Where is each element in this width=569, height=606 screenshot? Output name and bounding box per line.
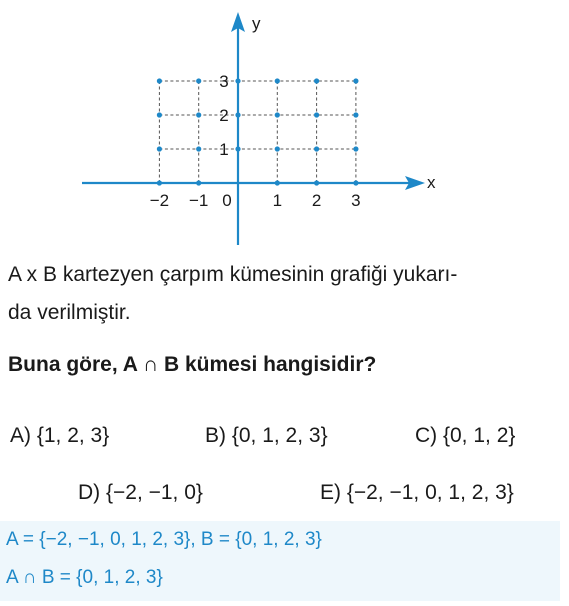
x-axis-tick-dot [275, 180, 280, 185]
x-axis-tick-dot [353, 180, 358, 185]
x-tick-label: −1 [189, 191, 209, 210]
axes [82, 12, 425, 245]
data-point [314, 78, 319, 83]
solution-line-2: A ∩ B = {0, 1, 2, 3} [6, 567, 163, 588]
data-point [275, 146, 280, 151]
question-text: Buna göre, A ∩ B kümesi hangisidir? [8, 353, 377, 376]
problem-text-line-1: A x B kartezyen çarpım kümesinin grafiği yukarı- [8, 263, 458, 286]
y-tick-labels [219, 72, 228, 159]
data-points [157, 78, 359, 185]
y-axis-label: y [252, 14, 261, 33]
data-point [314, 146, 319, 151]
data-point [353, 146, 358, 151]
y-tick-label: 2 [219, 106, 229, 125]
x-tick-label: 0 [222, 191, 232, 210]
solution-line-1: A = {−2, −1, 0, 1, 2, 3}, B = {0, 1, 2, 3} [6, 529, 322, 550]
y-tick-label: 3 [219, 72, 229, 91]
x-axis-tick-dot [196, 180, 201, 185]
x-axis-tick-dot [314, 180, 319, 185]
option-c[interactable]: C) {0, 1, 2} [415, 424, 516, 447]
x-axis-label: x [427, 173, 436, 192]
data-point [235, 146, 240, 151]
option-a[interactable]: A) {1, 2, 3} [10, 424, 110, 447]
x-tick-label: −2 [149, 191, 170, 210]
data-point [353, 78, 358, 83]
data-point [314, 112, 319, 117]
data-point [196, 78, 201, 83]
data-point [275, 78, 280, 83]
cartesian-product-graph [0, 0, 569, 252]
data-point [353, 112, 358, 117]
x-tick-labels [150, 191, 361, 210]
option-d[interactable]: D) {−2, −1, 0} [78, 481, 203, 504]
data-point [196, 112, 201, 117]
data-point [157, 112, 162, 117]
data-point [196, 146, 201, 151]
grid-lines [159, 81, 356, 183]
y-tick-label: 1 [219, 140, 229, 159]
data-point [235, 78, 240, 83]
solution-box [0, 521, 560, 601]
option-b[interactable]: B) {0, 1, 2, 3} [205, 424, 328, 447]
x-axis-tick-dot [157, 180, 162, 185]
data-point [157, 78, 162, 83]
data-point [235, 112, 240, 117]
data-point [157, 146, 162, 151]
problem-text-line-2: da verilmiştir. [8, 301, 131, 324]
x-tick-label: 1 [272, 191, 283, 210]
x-tick-label: 3 [351, 191, 361, 210]
option-e[interactable]: E) {−2, −1, 0, 1, 2, 3} [320, 481, 514, 504]
data-point [275, 112, 280, 117]
x-tick-label: 2 [311, 191, 322, 210]
